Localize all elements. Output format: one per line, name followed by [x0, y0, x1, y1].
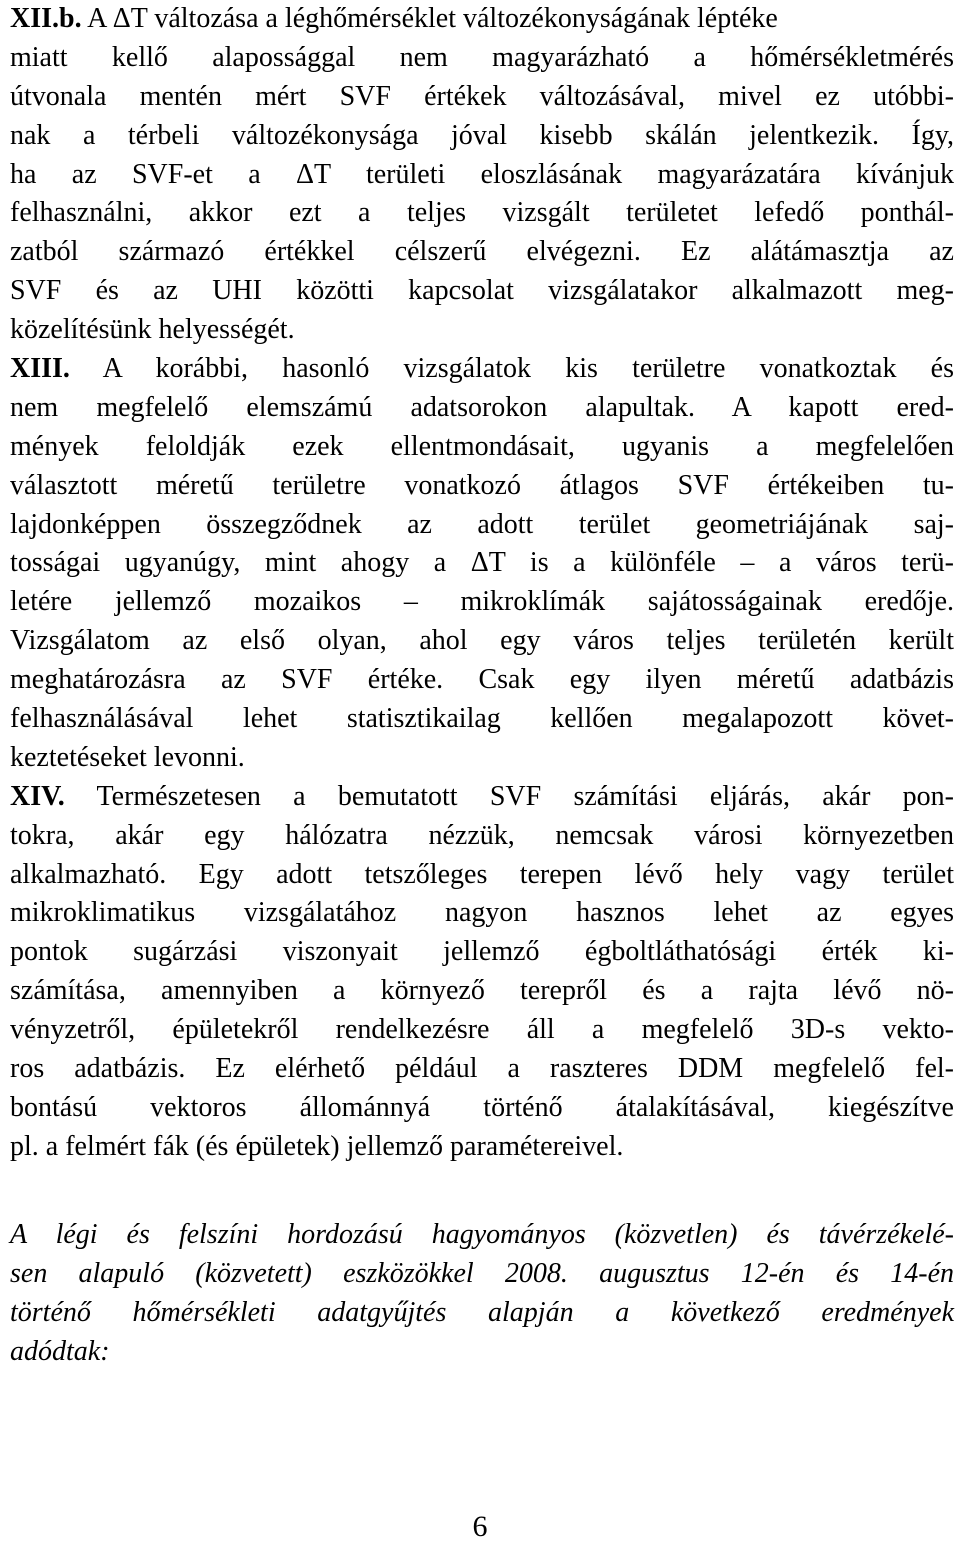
text-line: tosságai ugyanúgy, mint ahogy a ΔT is a különféle – a város terü- [10, 547, 954, 579]
text-line: zatból származó értékkel célszerű elvégezni. Ez alátámasztja az [10, 236, 954, 268]
text-line: alkalmazható. Egy adott tetszőleges terepen lévő hely vagy terület [10, 858, 954, 890]
text-line: választott méretű területre vonatkozó átlagos SVF értékeiben tu- [10, 469, 954, 501]
italic-text-line: adódtak: [10, 1335, 110, 1367]
italic-paragraph [10, 1216, 954, 1372]
text-line: vényzetről, épületekről rendelkezésre áll a megfelelő 3D-s vekto- [10, 1014, 954, 1046]
italic-text-line: A légi és felszíni hordozású hagyományos (közvetlen) és távérzékelé- [10, 1219, 954, 1250]
text-line: felhasználni, akkor ezt a teljes vizsgált területet lefedő ponthál- [10, 197, 954, 229]
text-line: letére jellemző mozaikos – mikroklímák sajátosságainak eredője. [10, 586, 954, 618]
paragraph-xiib-line [10, 0, 954, 39]
text-line: lajdonképpen összegződnek az adott terület geometriájának saj- [10, 508, 954, 540]
italic-text-line: sen alapuló (közvetett) eszközökkel 2008. augusztus 12-én és 14-én [10, 1257, 954, 1289]
page-number: 6 [472, 1510, 488, 1543]
text-line: keztetéseket levonni. [10, 741, 245, 773]
text-line: mények feloldják ezek ellentmondásait, ugyanis a megfelelően [10, 430, 954, 462]
paragraph-xiv-line [10, 778, 954, 817]
text-line: A ΔT változása a léghőmérséklet változékonyságának léptéke [87, 3, 778, 34]
text-line: nak a térbeli változékonysága jóval kisebb skálán jelentkezik. Így, [10, 119, 954, 151]
paragraph-label: XIV. [10, 780, 65, 812]
paragraph-label: XII.b. [10, 3, 82, 34]
paragraph-xiii-line [10, 350, 954, 389]
text-line: nem megfelelő elemszámú adatsorokon alapultak. A kapott ered- [10, 391, 954, 423]
text-line: útvonala mentén mért SVF értékek változásával, mivel ez utóbbi- [10, 80, 954, 112]
text-line: számítása, amennyiben a környező terepről és a rajta lévő nö- [10, 975, 954, 1007]
italic-text-line: történő hőmérsékleti adatgyűjtés alapján a következő eredmények [10, 1296, 954, 1328]
text-line: felhasználásával lehet statisztikailag kellően megalapozott követ- [10, 703, 954, 735]
text-line: közelítésünk helyességét. [10, 314, 295, 346]
text-line: Természetesen a bemutatott SVF számítási eljárás, akár pon- [96, 780, 954, 812]
text-line: ros adatbázis. Ez elérhető például a raszteres DDM megfelelő fel- [10, 1053, 954, 1085]
text-line: miatt kellő alapossággal nem magyarázható a hőmérsékletmérés [10, 41, 954, 73]
text-line: ha az SVF-et a ΔT területi eloszlásának magyarázatára kívánjuk [10, 158, 954, 190]
text-line: bontású vektoros állománnyá történő átalakításával, kiegészítve [10, 1091, 954, 1123]
text-line: Vizsgálatom az első olyan, ahol egy város teljes területén került [10, 625, 954, 657]
paragraph-label: XIII. [10, 353, 70, 385]
document-body [10, 0, 954, 1167]
text-line: tokra, akár egy hálózatra nézzük, nemcsak városi környezetben [10, 819, 954, 851]
text-line: A korábbi, hasonló vizsgálatok kis területre vonatkoztak és [102, 353, 954, 385]
text-line: pontok sugárzási viszonyait jellemző égboltláthatósági érték ki- [10, 936, 954, 968]
text-line: mikroklimatikus vizsgálatához nagyon hasznos lehet az egyes [10, 897, 954, 929]
text-line: SVF és az UHI közötti kapcsolat vizsgálatakor alkalmazott meg- [10, 275, 954, 307]
text-line: meghatározásra az SVF értéke. Csak egy ilyen méretű adatbázis [10, 664, 954, 696]
text-line: pl. a felmért fák (és épületek) jellemző paramétereivel. [10, 1130, 624, 1162]
